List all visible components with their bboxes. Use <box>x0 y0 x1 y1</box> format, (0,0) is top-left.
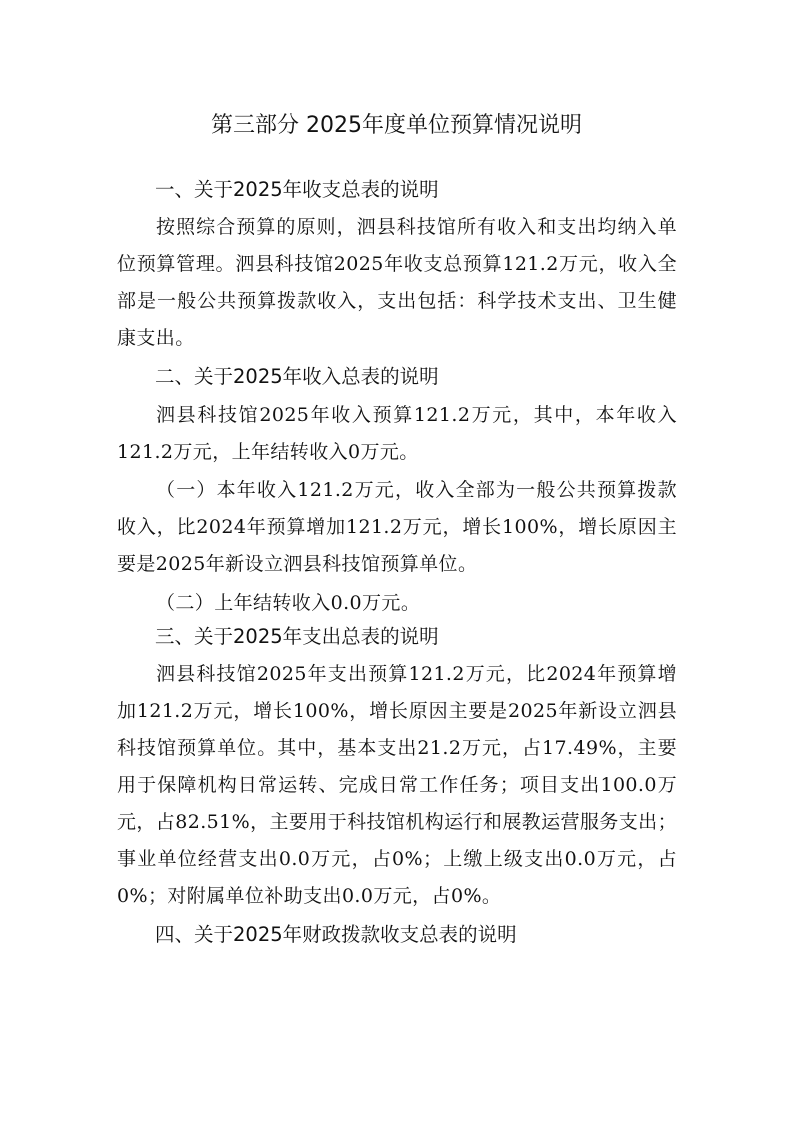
section-2-paragraph-1: 泗县科技馆2025年收入预算121.2万元，其中，本年收入121.2万元，上年结转收入0万元。 <box>117 404 677 463</box>
section-1-paragraph-1: 按照综合预算的原则，泗县科技馆所有收入和支出均纳入单位预算管理。泗县科技馆2025年收支总预算121.2万元，收入全部是一般公共预算拨款收入，支出包括：科学技术支出、卫生健康支出。 <box>117 216 677 349</box>
section-2-heading: 二、关于2025年收入总表的说明 <box>155 365 439 388</box>
section-4-heading: 四、关于2025年财政拨款收支总表的说明 <box>155 923 517 946</box>
section-1-heading: 一、关于2025年收支总表的说明 <box>155 178 439 201</box>
section-3-paragraph-1: 泗县科技馆2025年支出预算121.2万元，比2024年预算增加121.2万元，增长100%，增长原因主要是2025年新设立泗县科技馆预算单位。其中，基本支出21.2万元，占17.49%，主要用于保障机构日常运转、完成日常工作任务；项目支出100.0万元，占82.51%，主要用于科技馆机构运行和展教运营服务支出；事业单位经营支出0.0万元，占0%；上缴上级支出0.0万元，占0%；对附属单位补助支出0.0万元，占0%。 <box>117 663 677 907</box>
page-title: 第三部分 2025年度单位预算情况说明 <box>211 113 582 138</box>
section-2-paragraph-3: （二）上年结转收入0.0万元。 <box>156 592 421 614</box>
section-3-heading: 三、关于2025年支出总表的说明 <box>155 625 439 648</box>
section-2-paragraph-2: （一）本年收入121.2万元，收入全部为一般公共预算拨款收入，比2024年预算增加121.2万元，增长100%，增长原因主要是2025年新设立泗县科技馆预算单位。 <box>117 479 677 575</box>
